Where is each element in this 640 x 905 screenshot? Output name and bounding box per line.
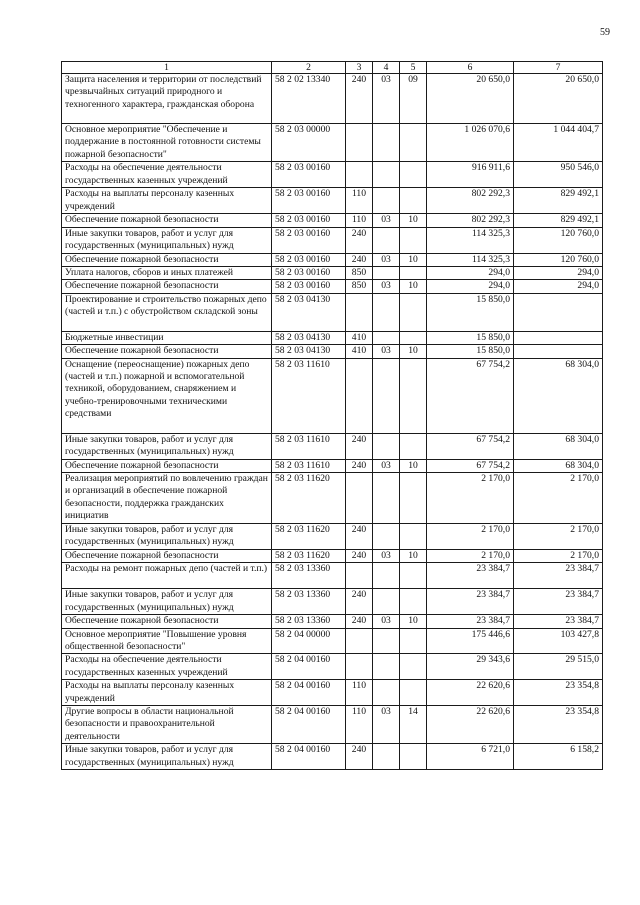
- row-pr: [400, 358, 427, 433]
- row-rz: [373, 227, 400, 253]
- row-sum-year1: 802 292,3: [427, 188, 514, 214]
- header-col-3: 3: [346, 62, 373, 74]
- row-sum-year2: 120 760,0: [514, 227, 603, 253]
- row-code: 58 2 03 11610: [272, 459, 346, 472]
- row-vr: [346, 473, 373, 524]
- row-code: 58 2 03 00160: [272, 253, 346, 266]
- row-sum-year1: 802 292,3: [427, 214, 514, 227]
- row-rz: 03: [373, 74, 400, 124]
- row-sum-year2: 29 515,0: [514, 654, 603, 680]
- row-name: Уплата налогов, сборов и иных платежей: [62, 267, 272, 280]
- row-sum-year1: 23 384,7: [427, 615, 514, 628]
- row-pr: [400, 563, 427, 589]
- table-row: [62, 331, 603, 344]
- row-name: Расходы на обеспечение деятельности государственных казенных учреждений: [62, 654, 272, 680]
- row-sum-year2: [514, 331, 603, 344]
- row-rz: [373, 331, 400, 344]
- row-sum-year1: 67 754,2: [427, 459, 514, 472]
- row-name: Иные закупки товаров, работ и услуг для государственных (муниципальных) нужд: [62, 227, 272, 253]
- row-sum-year1: 23 384,7: [427, 563, 514, 589]
- row-sum-year1: 67 754,2: [427, 433, 514, 459]
- row-rz: 03: [373, 615, 400, 628]
- row-vr: [346, 563, 373, 589]
- table-row: [62, 433, 603, 459]
- row-rz: 03: [373, 214, 400, 227]
- row-rz: [373, 744, 400, 770]
- row-vr: [346, 124, 373, 162]
- row-name: Обеспечение пожарной безопасности: [62, 214, 272, 227]
- row-rz: 03: [373, 705, 400, 743]
- row-code: 58 2 03 00160: [272, 162, 346, 188]
- row-name: Иные закупки товаров, работ и услуг для государственных (муниципальных) нужд: [62, 589, 272, 615]
- row-pr: [400, 744, 427, 770]
- row-code: 58 2 03 00160: [272, 188, 346, 214]
- row-vr: 240: [346, 227, 373, 253]
- row-sum-year2: 68 304,0: [514, 433, 603, 459]
- table-row: [62, 654, 603, 680]
- table-body: [62, 74, 603, 770]
- row-code: 58 2 03 04130: [272, 345, 346, 358]
- row-rz: 03: [373, 345, 400, 358]
- row-name: Обеспечение пожарной безопасности: [62, 345, 272, 358]
- row-vr: [346, 162, 373, 188]
- row-code: 58 2 03 00000: [272, 124, 346, 162]
- row-name: Бюджетные инвестиции: [62, 331, 272, 344]
- row-rz: 03: [373, 253, 400, 266]
- row-name: Расходы на обеспечение деятельности государственных казенных учреждений: [62, 162, 272, 188]
- row-code: 58 2 03 13360: [272, 563, 346, 589]
- row-sum-year2: 294,0: [514, 267, 603, 280]
- row-pr: [400, 654, 427, 680]
- row-name: Расходы на выплаты персоналу казенных учреждений: [62, 188, 272, 214]
- row-pr: 10: [400, 280, 427, 293]
- row-vr: 110: [346, 705, 373, 743]
- row-sum-year1: 114 325,3: [427, 227, 514, 253]
- row-sum-year2: 103 427,8: [514, 628, 603, 654]
- row-rz: [373, 654, 400, 680]
- header-col-4: 4: [373, 62, 400, 74]
- budget-table: [61, 61, 603, 770]
- row-rz: [373, 589, 400, 615]
- row-sum-year1: 29 343,6: [427, 654, 514, 680]
- table-row: [62, 358, 603, 433]
- table-row: [62, 162, 603, 188]
- row-pr: [400, 293, 427, 331]
- row-code: 58 2 02 13340: [272, 74, 346, 124]
- table-row: [62, 267, 603, 280]
- row-rz: [373, 358, 400, 433]
- row-pr: 10: [400, 615, 427, 628]
- row-rz: [373, 267, 400, 280]
- row-vr: 410: [346, 345, 373, 358]
- row-name: Проектирование и строительство пожарных депо (частей и т.п.) с обустройством складской зоны: [62, 293, 272, 331]
- row-pr: [400, 523, 427, 549]
- row-code: 58 2 03 00160: [272, 214, 346, 227]
- row-sum-year1: 20 650,0: [427, 74, 514, 124]
- row-code: 58 2 04 00160: [272, 654, 346, 680]
- row-pr: 10: [400, 345, 427, 358]
- row-rz: [373, 124, 400, 162]
- table-row: [62, 523, 603, 549]
- table-row: [62, 124, 603, 162]
- table-row: [62, 345, 603, 358]
- row-rz: [373, 523, 400, 549]
- row-vr: 110: [346, 680, 373, 706]
- row-vr: 240: [346, 74, 373, 124]
- row-pr: 10: [400, 459, 427, 472]
- row-name: Основное мероприятие "Повышение уровня общественной безопасности": [62, 628, 272, 654]
- row-name: Обеспечение пожарной безопасности: [62, 459, 272, 472]
- row-code: 58 2 03 13360: [272, 589, 346, 615]
- row-code: 58 2 03 04130: [272, 293, 346, 331]
- row-vr: 110: [346, 214, 373, 227]
- row-pr: 14: [400, 705, 427, 743]
- row-code: 58 2 03 11610: [272, 433, 346, 459]
- row-sum-year1: 6 721,0: [427, 744, 514, 770]
- row-sum-year1: 15 850,0: [427, 331, 514, 344]
- row-rz: [373, 563, 400, 589]
- row-rz: [373, 188, 400, 214]
- row-code: 58 2 04 00160: [272, 680, 346, 706]
- row-vr: 110: [346, 188, 373, 214]
- row-rz: 03: [373, 280, 400, 293]
- table-row: [62, 188, 603, 214]
- row-code: 58 2 04 00160: [272, 744, 346, 770]
- row-sum-year2: 829 492,1: [514, 214, 603, 227]
- row-sum-year2: 2 170,0: [514, 523, 603, 549]
- table-row: [62, 705, 603, 743]
- row-vr: 240: [346, 744, 373, 770]
- row-sum-year1: 15 850,0: [427, 293, 514, 331]
- table-row: [62, 280, 603, 293]
- row-pr: [400, 227, 427, 253]
- row-rz: [373, 473, 400, 524]
- row-vr: 240: [346, 615, 373, 628]
- row-sum-year2: 23 384,7: [514, 563, 603, 589]
- row-pr: [400, 124, 427, 162]
- table-row: [62, 744, 603, 770]
- row-sum-year2: 23 354,8: [514, 705, 603, 743]
- row-name: Обеспечение пожарной безопасности: [62, 253, 272, 266]
- table-row: [62, 549, 603, 562]
- row-sum-year1: 916 911,6: [427, 162, 514, 188]
- row-rz: [373, 433, 400, 459]
- row-sum-year1: 175 446,6: [427, 628, 514, 654]
- row-code: 58 2 03 11620: [272, 473, 346, 524]
- row-vr: 240: [346, 459, 373, 472]
- row-code: 58 2 03 00160: [272, 280, 346, 293]
- row-name: Иные закупки товаров, работ и услуг для государственных (муниципальных) нужд: [62, 744, 272, 770]
- row-code: 58 2 03 11610: [272, 358, 346, 433]
- row-name: Основное мероприятие "Обеспечение и поддержание в постоянной готовности системы пожарной безопасности": [62, 124, 272, 162]
- row-pr: 10: [400, 214, 427, 227]
- table-row: [62, 74, 603, 124]
- row-name: Обеспечение пожарной безопасности: [62, 549, 272, 562]
- row-sum-year1: 22 620,6: [427, 705, 514, 743]
- header-col-5: 5: [400, 62, 427, 74]
- row-pr: [400, 162, 427, 188]
- row-sum-year2: 23 354,8: [514, 680, 603, 706]
- row-sum-year1: 294,0: [427, 280, 514, 293]
- row-name: Защита населения и территории от последствий чрезвычайных ситуаций природного и техногенного характера, гражданская оборона: [62, 74, 272, 124]
- row-name: Иные закупки товаров, работ и услуг для государственных (муниципальных) нужд: [62, 433, 272, 459]
- row-sum-year2: 950 546,0: [514, 162, 603, 188]
- row-vr: [346, 358, 373, 433]
- row-vr: 240: [346, 433, 373, 459]
- header-col-2: 2: [272, 62, 346, 74]
- row-code: 58 2 03 11620: [272, 523, 346, 549]
- table-row: [62, 563, 603, 589]
- row-name: Реализация мероприятий по вовлечению граждан и организаций в обеспечение пожарной безопасности, поддержка гражданских инициатив: [62, 473, 272, 524]
- table-row: [62, 628, 603, 654]
- row-sum-year1: 114 325,3: [427, 253, 514, 266]
- table-row: [62, 615, 603, 628]
- row-sum-year2: 68 304,0: [514, 459, 603, 472]
- page-number: 59: [600, 27, 610, 38]
- row-pr: [400, 589, 427, 615]
- row-code: 58 2 03 04130: [272, 331, 346, 344]
- row-code: 58 2 03 00160: [272, 267, 346, 280]
- table-row: [62, 293, 603, 331]
- row-rz: [373, 628, 400, 654]
- row-name: Расходы на выплаты персоналу казенных учреждений: [62, 680, 272, 706]
- row-pr: 10: [400, 549, 427, 562]
- row-pr: [400, 267, 427, 280]
- row-code: 58 2 04 00160: [272, 705, 346, 743]
- row-vr: 850: [346, 267, 373, 280]
- row-sum-year1: 2 170,0: [427, 523, 514, 549]
- row-sum-year1: 15 850,0: [427, 345, 514, 358]
- row-rz: 03: [373, 459, 400, 472]
- header-row: [62, 62, 603, 74]
- row-name: Оснащение (переоснащение) пожарных депо (частей и т.п.) пожарной и вспомогательной техникой, оборудованием, снаряжением и учебно-тренировочными техническими средствами: [62, 358, 272, 433]
- row-sum-year2: 6 158,2: [514, 744, 603, 770]
- row-vr: [346, 628, 373, 654]
- row-sum-year1: 2 170,0: [427, 473, 514, 524]
- row-pr: 10: [400, 253, 427, 266]
- table-row: [62, 253, 603, 266]
- row-sum-year1: 1 026 070,6: [427, 124, 514, 162]
- row-vr: [346, 293, 373, 331]
- row-sum-year2: 23 384,7: [514, 589, 603, 615]
- header-col-7: 7: [514, 62, 603, 74]
- header-col-1: 1: [62, 62, 272, 74]
- row-rz: [373, 162, 400, 188]
- row-sum-year2: 20 650,0: [514, 74, 603, 124]
- row-name: Обеспечение пожарной безопасности: [62, 280, 272, 293]
- row-vr: [346, 654, 373, 680]
- table-row: [62, 589, 603, 615]
- row-sum-year2: [514, 293, 603, 331]
- row-pr: [400, 188, 427, 214]
- row-code: 58 2 04 00000: [272, 628, 346, 654]
- row-sum-year2: 294,0: [514, 280, 603, 293]
- row-vr: 850: [346, 280, 373, 293]
- row-sum-year2: 23 384,7: [514, 615, 603, 628]
- table-row: [62, 214, 603, 227]
- row-pr: [400, 331, 427, 344]
- row-vr: 240: [346, 589, 373, 615]
- row-vr: 240: [346, 253, 373, 266]
- row-name: Другие вопросы в области национальной безопасности и правоохранительной деятельности: [62, 705, 272, 743]
- row-vr: 240: [346, 549, 373, 562]
- row-pr: [400, 473, 427, 524]
- row-code: 58 2 03 11620: [272, 549, 346, 562]
- header-col-6: 6: [427, 62, 514, 74]
- row-pr: [400, 433, 427, 459]
- row-code: 58 2 03 00160: [272, 227, 346, 253]
- row-rz: [373, 680, 400, 706]
- row-sum-year2: [514, 345, 603, 358]
- row-vr: 240: [346, 523, 373, 549]
- row-sum-year2: 2 170,0: [514, 473, 603, 524]
- row-rz: [373, 293, 400, 331]
- row-sum-year1: 22 620,6: [427, 680, 514, 706]
- row-sum-year1: 23 384,7: [427, 589, 514, 615]
- table-row: [62, 227, 603, 253]
- row-name: Расходы на ремонт пожарных депо (частей и т.п.): [62, 563, 272, 589]
- row-sum-year2: 1 044 404,7: [514, 124, 603, 162]
- table-row: [62, 680, 603, 706]
- row-vr: 410: [346, 331, 373, 344]
- row-rz: 03: [373, 549, 400, 562]
- row-sum-year1: 67 754,2: [427, 358, 514, 433]
- row-sum-year2: 68 304,0: [514, 358, 603, 433]
- row-pr: 09: [400, 74, 427, 124]
- row-sum-year2: 829 492,1: [514, 188, 603, 214]
- table-row: [62, 459, 603, 472]
- row-sum-year1: 2 170,0: [427, 549, 514, 562]
- table-row: [62, 473, 603, 524]
- row-sum-year2: 120 760,0: [514, 253, 603, 266]
- row-pr: [400, 628, 427, 654]
- row-name: Обеспечение пожарной безопасности: [62, 615, 272, 628]
- row-pr: [400, 680, 427, 706]
- row-sum-year2: 2 170,0: [514, 549, 603, 562]
- row-name: Иные закупки товаров, работ и услуг для государственных (муниципальных) нужд: [62, 523, 272, 549]
- row-code: 58 2 03 13360: [272, 615, 346, 628]
- row-sum-year1: 294,0: [427, 267, 514, 280]
